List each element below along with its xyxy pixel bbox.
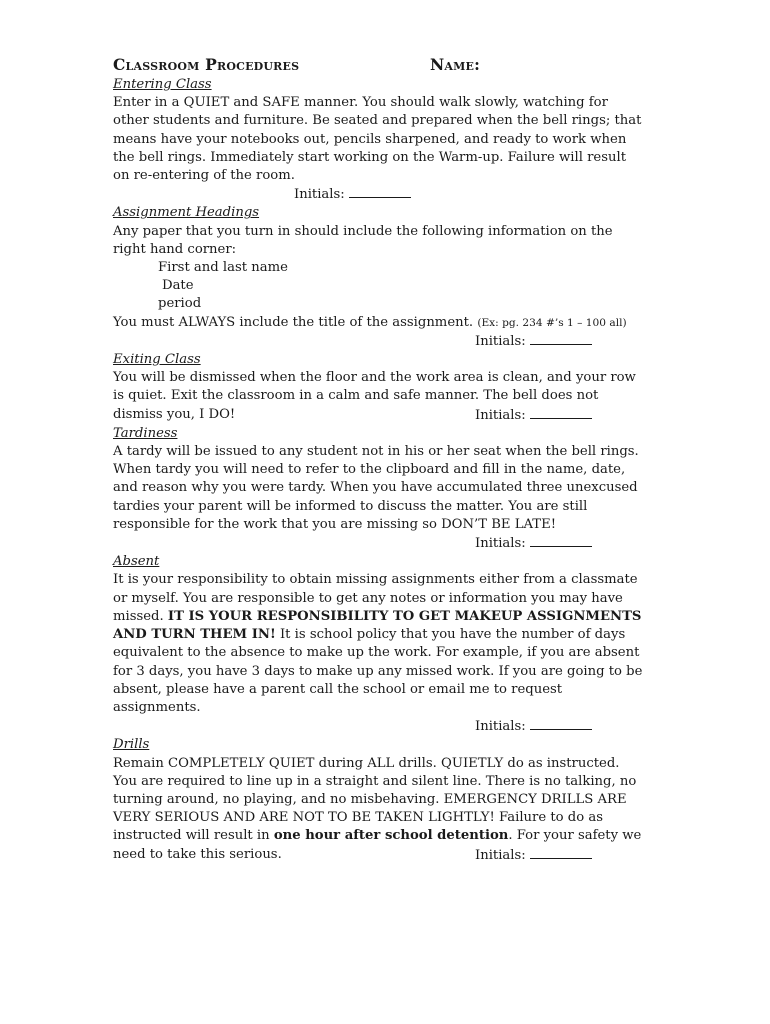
drills-bold: one hour after school detention (273, 828, 509, 844)
assignment-intro: Any paper that you turn in should include the following information on the right hand corner: (113, 223, 613, 257)
name-label: Name: (430, 55, 480, 74)
exiting-last: dismiss you, I DO! (113, 406, 236, 422)
section-exiting (113, 351, 643, 425)
initials-line-exiting (475, 406, 592, 425)
list-item: period (158, 296, 202, 312)
drills-last: need to take this serious. (113, 846, 282, 862)
initials-blank[interactable] (530, 332, 592, 345)
initials-line-entering (113, 185, 643, 204)
initials-label: Initials: (475, 536, 526, 552)
initials-blank[interactable] (349, 185, 411, 198)
initials-label: Initials: (475, 847, 526, 863)
section-heading-absent: Absent (113, 554, 160, 570)
section-assignment (113, 204, 643, 351)
initials-label: Initials: (475, 333, 526, 349)
initials-label: Initials: (294, 187, 345, 203)
initials-blank[interactable] (530, 534, 592, 547)
section-tardiness (113, 425, 643, 553)
list-item: Date (162, 278, 194, 294)
initials-label: Initials: (475, 407, 526, 423)
absent-body-2: It is school policy that you have the number of days equivalent to the absence to make up the work. For example, if you are absent for 3 days, you have 3 days to make up any missed work. If you are going to be absent, please have a parent call the school or email me to request assignments. (113, 627, 643, 715)
absent-body (113, 571, 643, 717)
absent-bold: IT IS YOUR RESPONSIBILITY TO GET MAKEUP ASSIGNMENTS AND TURN THEM IN! (113, 608, 642, 643)
initials-blank[interactable] (530, 406, 592, 419)
initials-line-absent (113, 717, 643, 736)
list-item: First and last name (158, 260, 288, 276)
section-heading-tardiness: Tardiness (113, 425, 178, 441)
initials-blank[interactable] (530, 846, 592, 859)
initials-blank[interactable] (530, 717, 592, 730)
document-page (113, 54, 643, 865)
section-heading-exiting: Exiting Class (113, 352, 201, 368)
drills-last-line (113, 846, 643, 865)
drills-body-1: Remain COMPLETELY QUIET during ALL drills. QUIETLY do as instructed. You are required to line up in a straight and silent line. There is no talking, no turning around, no playing, and no misbehaving. EMERGENCY DRILLS ARE VERY SERIOUS AND ARE NOT TO BE TAKEN LIGHTLY! Failure to do as instructed will result in (113, 755, 637, 844)
initials-line-assignment (113, 332, 643, 351)
initials-label: Initials: (475, 719, 526, 735)
assignment-example: (Ex: pg. 234 #’s 1 – 100 all) (477, 316, 627, 329)
section-absent (113, 553, 643, 736)
section-heading-drills: Drills (113, 737, 150, 753)
drills-body (113, 755, 643, 846)
section-entering (113, 76, 643, 204)
section-heading-assignment: Assignment Headings (113, 205, 260, 221)
drills-body-2: . For your safety we (508, 828, 642, 844)
tardiness-body: A tardy will be issued to any student not in his or her seat when the bell rings. When tardy you will need to refer to the clipboard and fill in the name, date, and reason why you were tardy. When you have accumulated three unexcused tardies your parent will be informed to discuss the matter. You are still responsible for the work that you are missing so DON’T BE LATE! (113, 444, 639, 532)
section-drills (113, 736, 643, 864)
assignment-note: You must ALWAYS include the title of the assignment. (113, 314, 474, 330)
absent-body-1: It is your responsibility to obtain missing assignments either from a classmate or myself. You are responsible to get any notes or information you may have missed. (113, 572, 638, 624)
exiting-body: You will be dismissed when the floor and the work area is clean, and your row is quiet. Exit the classroom in a calm and safe manner. The bell does not (113, 370, 636, 404)
exiting-last-line (113, 406, 643, 425)
entering-body: Enter in a QUIET and SAFE manner. You should walk slowly, watching for other students and furniture. Be seated and prepared when the bell rings; that means have your notebooks out, pencils sharpened, and ready to work when the bell rings. Immediately start working on the Warm-up. Failure will result on re-entering of the room. (113, 95, 642, 184)
initials-line-drills (475, 846, 592, 865)
initials-line-tardiness (113, 534, 643, 553)
document-title: Classroom Procedures (113, 55, 300, 74)
header (113, 54, 643, 76)
assignment-note-line (113, 314, 643, 332)
section-heading-entering: Entering Class (113, 77, 212, 92)
